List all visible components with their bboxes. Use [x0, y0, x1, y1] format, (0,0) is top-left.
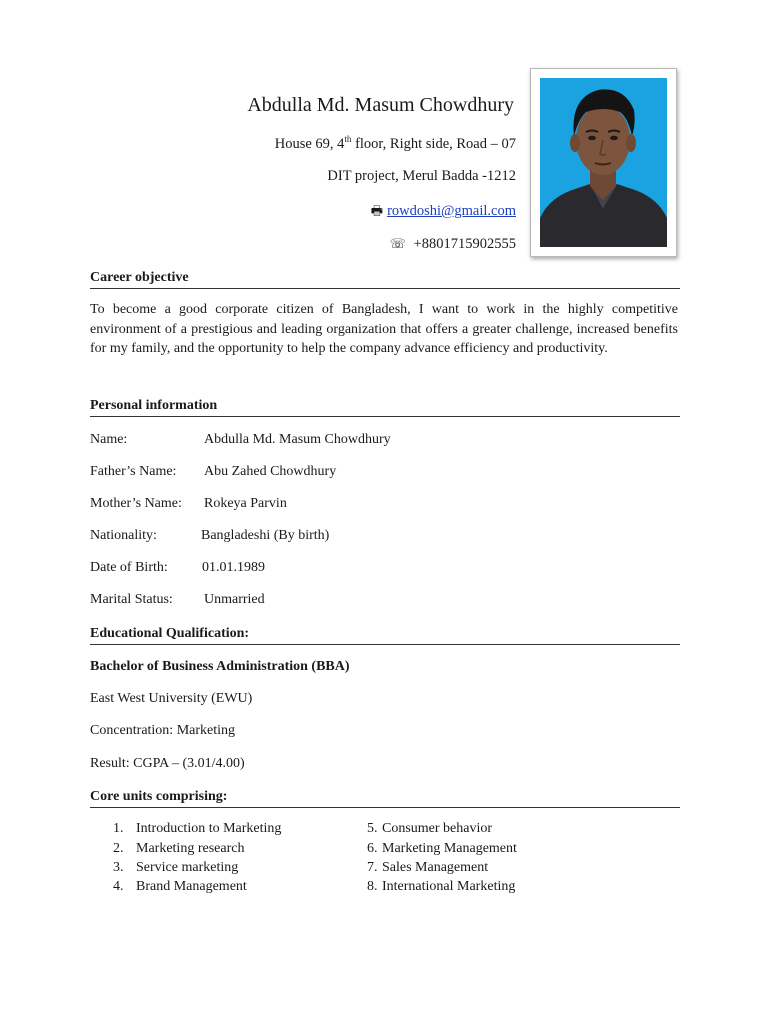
personal-label-marital: Marital Status:	[90, 592, 173, 607]
profile-photo	[540, 78, 667, 247]
education-result: Result: CGPA – (3.01/4.00)	[90, 756, 245, 771]
core-unit-number: 4.	[113, 879, 124, 894]
education-heading: Educational Qualification:	[90, 626, 680, 645]
personal-label-nationality: Nationality:	[90, 528, 157, 543]
career-objective-text: To become a good corporate citizen of Bangladesh, I want to work in the highly competitive environment of a prestigious and leading organization that offers a greater challenge, increased benefits for my family, and the opportunity to help the company advance efficiency and productivity.	[90, 302, 678, 356]
personal-label-mother: Mother’s Name:	[90, 496, 182, 511]
core-unit-number: 7.	[367, 860, 378, 875]
education-degree: Bachelor of Business Administration (BBA)	[90, 659, 350, 674]
personal-value-name: Abdulla Md. Masum Chowdhury	[204, 432, 391, 447]
phone-number: +8801715902555	[413, 236, 516, 252]
phone-line	[390, 236, 516, 253]
core-unit-item: Service marketing	[136, 860, 239, 875]
core-unit-number: 2.	[113, 841, 124, 856]
core-unit-item: Marketing research	[136, 841, 245, 856]
core-unit-number: 8.	[367, 879, 378, 894]
email-line	[371, 202, 516, 224]
education-concentration: Concentration: Marketing	[90, 723, 236, 738]
core-unit-item: Introduction to Marketing	[136, 821, 282, 836]
core-unit-item: International Marketing	[382, 879, 516, 894]
address-line-2: DIT project, Merul Badda -1212	[327, 168, 516, 184]
printer-icon: 🖶	[370, 203, 384, 218]
core-unit-item: Sales Management	[382, 860, 489, 875]
personal-label-dob: Date of Birth:	[90, 560, 168, 575]
core-unit-number: 1.	[113, 821, 124, 836]
personal-value-nationality: Bangladeshi (By birth)	[201, 528, 330, 543]
core-unit-item: Brand Management	[136, 879, 247, 894]
personal-value-marital: Unmarried	[204, 592, 265, 607]
profile-photo-frame	[530, 68, 677, 257]
core-unit-number: 3.	[113, 860, 124, 875]
core-unit-item: Marketing Management	[382, 841, 517, 856]
career-objective-heading: Career objective	[90, 270, 680, 289]
telephone-icon: ☏	[389, 236, 406, 251]
personal-label-name: Name:	[90, 432, 128, 447]
education-university: East West University (EWU)	[90, 691, 253, 706]
core-unit-item: Consumer behavior	[382, 821, 493, 836]
personal-value-father: Abu Zahed Chowdhury	[204, 464, 337, 479]
email-link[interactable]: rowdoshi@gmail.com	[387, 203, 516, 219]
core-unit-number: 6.	[367, 841, 378, 856]
address-line-1: House 69, 4th floor, Right side, Road – 07	[274, 134, 516, 152]
core-units-heading: Core units comprising:	[90, 789, 680, 808]
personal-value-mother: Rokeya Parvin	[204, 496, 287, 511]
core-unit-number: 5.	[367, 821, 378, 836]
personal-label-father: Father’s Name:	[90, 464, 177, 479]
personal-info-heading: Personal information	[90, 398, 680, 417]
applicant-name: Abdulla Md. Masum Chowdhury	[247, 94, 514, 116]
personal-value-dob: 01.01.1989	[202, 560, 265, 575]
